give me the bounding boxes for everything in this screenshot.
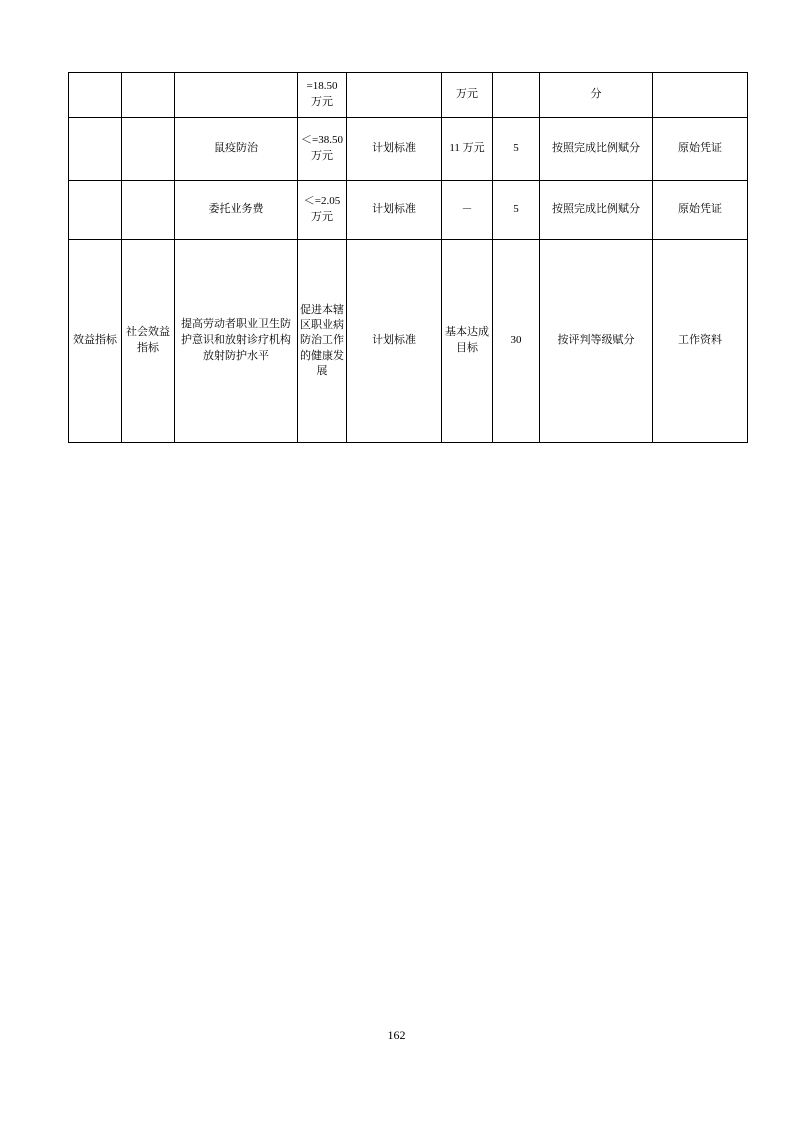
cell-indicator-name: 鼠疫防治 [175,118,298,181]
cell-unit: － [442,181,493,240]
cell-score: 30 [493,240,540,443]
table-row [69,240,748,443]
table-row [69,73,748,118]
cell-standard: 计划标准 [347,118,442,181]
cell-indicator-name: 提高劳动者职业卫生防护意识和放射诊疗机构放射防护水平 [175,240,298,443]
cell-unit: 基本达成目标 [442,240,493,443]
cell-target-value: ＜=2.05 万元 [298,181,347,240]
cell-score: 5 [493,118,540,181]
cell-standard: 计划标准 [347,181,442,240]
cell-category [69,181,122,240]
cell-evidence: 原始凭证 [653,181,748,240]
cell-target-value [298,240,347,443]
cell-evidence: 工作资料 [653,240,748,443]
cell-scoring-rule: 按照完成比例赋分 [540,181,653,240]
cell-subcategory: 社会效益指标 [122,240,175,443]
cell-target-value-text: 促进本辖区职业病防治工作的健康发展 [300,303,344,378]
cell-scoring-rule: 按照完成比例赋分 [540,118,653,181]
cell-target-value: ＜=38.50 万元 [298,118,347,181]
performance-indicator-table [68,72,748,443]
cell-target-value: =18.50 万元 [298,73,347,118]
cell-evidence [653,73,748,118]
cell-unit: 11 万元 [442,118,493,181]
cell-score [493,73,540,118]
cell-evidence: 原始凭证 [653,118,748,181]
cell-indicator-name: 委托业务费 [175,181,298,240]
cell-category: 效益指标 [69,240,122,443]
page-number: 162 [387,1028,406,1042]
cell-standard: 计划标准 [347,240,442,443]
performance-indicator-table-wrapper [68,72,722,443]
cell-scoring-rule: 按评判等级赋分 [540,240,653,443]
table-row [69,118,748,181]
cell-subcategory [122,73,175,118]
cell-subcategory [122,181,175,240]
cell-scoring-rule: 分 [540,73,653,118]
cell-category [69,118,122,181]
cell-category [69,73,122,118]
cell-score: 5 [493,181,540,240]
cell-indicator-name [175,73,298,118]
table-row [69,181,748,240]
cell-standard [347,73,442,118]
cell-unit: 万元 [442,73,493,118]
cell-subcategory [122,118,175,181]
